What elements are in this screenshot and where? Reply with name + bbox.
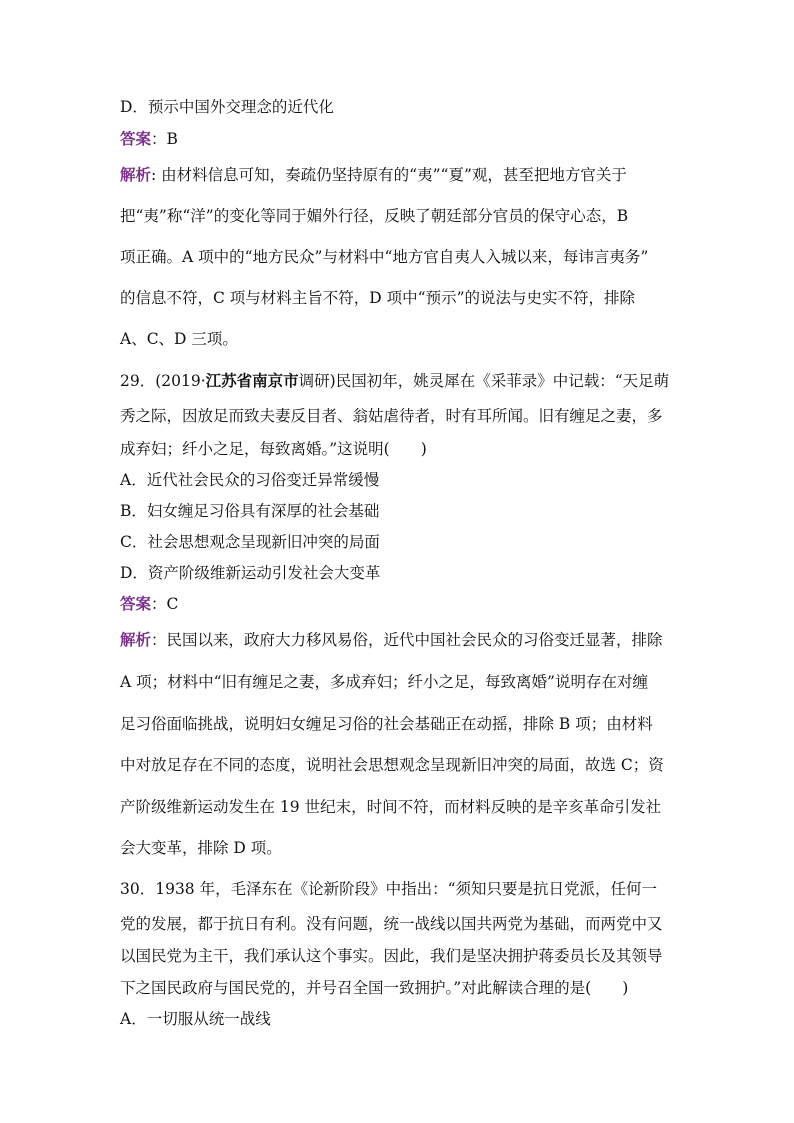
answer-value: ：C (151, 595, 179, 613)
q29-option-a: A．近代社会民众的习俗变迁异常缓慢 (120, 471, 380, 489)
q29-option-b: B．妇女缠足习俗具有深厚的社会基础 (120, 502, 380, 520)
q29-stem-line: 成弃妇；纤小之足，每致离婚。”这说明( ) (120, 440, 427, 458)
q29-option-d: D．资产阶级维新运动引发社会大变革 (120, 564, 381, 582)
q29-analysis-line (120, 628, 680, 650)
q30-stem-line: 党的发展，都于抗日有利。没有问题，统一战线以国共两党为基础，而两党中又 (120, 915, 663, 933)
q29-analysis-line: 足习俗面临挑战，说明妇女缠足习俗的社会基础正在动摇，排除 B 项；由材料 (120, 715, 653, 733)
analysis-label: 解析 (120, 165, 152, 184)
answer-value: ：B (151, 130, 178, 148)
q29-answer (120, 592, 680, 614)
q29-region: 江苏省南京市 (205, 371, 299, 390)
q28-analysis-line: 的信息不符，C 项与材料主旨不符，D 项中“预示”的说法与史实不符，排除 (120, 289, 635, 307)
q30-stem-line: 下之国民政府与国民党的，并号召全国一致拥护。”对此解读合理的是( ) (120, 979, 629, 997)
analysis-label: 解析 (120, 630, 152, 649)
q30-stem-line: 以国民党为主干，我们承认这个事实。因此，我们是坚决拥护蒋委员长及其领导 (120, 947, 663, 965)
q28-analysis-line (120, 163, 680, 185)
q28-option-d: D．预示中国外交理念的近代化 (120, 98, 334, 116)
analysis-text: : 由材料信息可知，奏疏仍坚持原有的“夷”“夏”观，甚至把地方官关于 (151, 166, 627, 184)
q29-analysis-line: 产阶级维新运动发生在 19 世纪末，时间不符，而材料反映的是辛亥革命引发社 (120, 798, 662, 816)
q30-stem-line: 30．1938 年，毛泽东在《论新阶段》中指出：“须知只要是抗日党派，任何一 (120, 880, 658, 898)
q29-option-c: C．社会思想观念呈现新旧冲突的局面 (120, 533, 380, 551)
q28-analysis-line: 把“夷”称“洋”的变化等同于媚外行径，反映了朝廷部分官员的保守心态，B (120, 207, 629, 225)
q28-analysis-line: A、C、D 三项。 (120, 330, 238, 348)
q29-stem-line: 秀之际，因放足而致夫妻反目者、翁姑虐待者，时有耳所闻。旧有缠足之妻，多 (120, 407, 663, 425)
q28-analysis-line: 项正确。A 项中的“地方民众”与材料中“地方官自夷人入城以来，每讳言夷务” (120, 248, 649, 266)
q29-prefix: 29．(2019· (120, 372, 206, 390)
q29-analysis-line: 中对放足存在不同的态度，说明社会思想观念呈现新旧冲突的局面，故选 C；资 (120, 756, 664, 774)
q29-stem-line (120, 369, 680, 391)
q29-analysis-line: A 项；材料中“旧有缠足之妻，多成弃妇；纤小之足，每致离婚”说明存在对缠 (120, 673, 648, 691)
q29-suffix: 调研)民国初年，姚灵犀在《采菲录》中记载：“天足萌 (298, 372, 670, 390)
answer-label: 答案 (120, 129, 152, 148)
analysis-text: ：民国以来，政府大力移风易俗，近代中国社会民众的习俗变迁显著，排除 (151, 631, 663, 649)
q30-option-a: A．一切服从统一战线 (120, 1010, 271, 1028)
q29-analysis-line: 会大变革，排除 D 项。 (120, 839, 282, 857)
answer-label: 答案 (120, 594, 152, 613)
q28-answer (120, 127, 680, 149)
